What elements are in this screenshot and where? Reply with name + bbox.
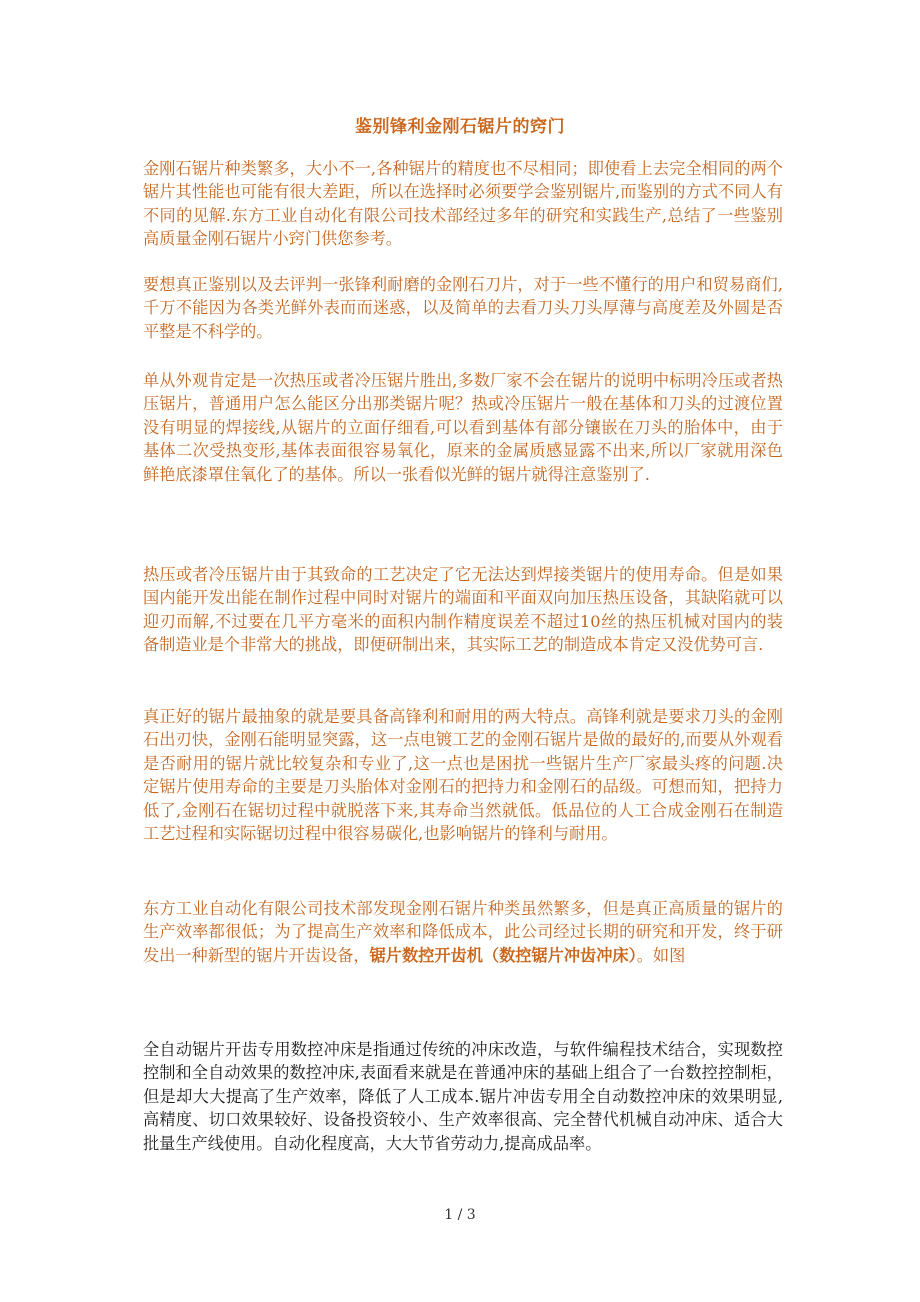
paragraph-sharpness-durability: 真正好的锯片最抽象的就是要具备高锋利和耐用的两大特点。高锋利就是要求刀头的金刚石出刃快，金刚石能明显突露，这一点电镀工艺的金刚石锯片是做的最好的,而要从外观看是否耐用的锯片就比较复杂和专业了,这一点也是困扰一些锯片生产厂家最头疼的问题.决定锯片使用寿命的主要是刀头胎体对金刚石的把持力和金刚石的品级。可想而知，把持力低了,金刚石在锯切过程中就脱落下来,其寿命当然就低。低品位的人工合成金刚石在制造工艺过程和实际锯切过程中很容易碳化,也影响锯片的锋利与耐用。 [143, 707, 783, 844]
paragraph-company-device-tail: 。如图 [636, 945, 686, 965]
paragraph-hot-cold-press: 热压或者冷压锯片由于其致命的工艺决定了它无法达到焊接类锯片的使用寿命。但是如果国内能开发出能在制作过程中同时对锯片的端面和平面双向加压热压设备，其缺陷就可以迎刃而解,不过要在几平方毫米的面积内制作精度误差不超过10丝的热压机械对国内的装备制造业是个非常大的挑战，即便研制出来，其实际工艺的制造成本肯定又没优势可言. [143, 565, 783, 655]
paragraph-judging: 要想真正鉴别以及去评判一张锋利耐磨的金刚石刀片，对于一些不懂行的用户和贸易商们,千万不能因为各类光鲜外表而而迷惑，以及简单的去看刀头刀头厚薄与高度差及外圆是否平整是不科学的。 [143, 275, 783, 341]
paragraph-intro: 金刚石锯片种类繁多，大小不一,各种锯片的精度也不尽相同；即使看上去完全相同的两个锯片其性能也可能有很大差距，所以在选择时必须要学会鉴别锯片,而鉴别的方式不同人有不同的见解.东方工业自动化有限公司技术部经过多年的研究和实践生产,总结了一些鉴别高质量金刚石锯片小窍门供您参考。 [143, 159, 783, 249]
paragraph-cnc-punch: 全自动锯片开齿专用数控冲床是指通过传统的冲床改造，与软件编程技术结合，实现数控控制和全自动效果的数控冲床,表面看来就是在普通冲床的基础上组合了一台数控控制柜，但是却大大提高了生产效率，降低了人工成本.锯片冲齿专用全自动数控冲床的效果明显,高精度、切口效果较好、设备投资较小、生产效率很高、完全替代机械自动冲床、适合大批量生产线使用。自动化程度高，大大节省劳动力,提高成品率。 [143, 1040, 783, 1153]
document-title: 鉴别锋利金刚石锯片的窍门 [355, 117, 565, 137]
page-indicator: 1 / 3 [444, 1207, 476, 1223]
paragraph-appearance: 单从外观肯定是一次热压或者冷压锯片胜出,多数厂家不会在锯片的说明中标明冷压或者热压锯片，普通用户怎么能区分出那类锯片呢？热或冷压锯片一般在基体和刀头的过渡位置没有明显的焊接线,从锯片的立面仔细看,可以看到基体有部分镶嵌在刀头的胎体中，由于基体二次受热变形,基体表面很容易氧化，原来的金属质感显露不出来,所以厂家就用深色鲜艳底漆罩住氧化了的基体。所以一张看似光鲜的锯片就得注意鉴别了. [143, 371, 783, 484]
paragraph-company-device-text: 东方工业自动化有限公司技术部发现金刚石锯片种类虽然繁多，但是真正高质量的锯片的生产效率都很低；为了提高生产效率和降低成本，此公司经过长期的研究和开发，终于研发出一种新型的锯片开齿设备， [143, 899, 783, 965]
highlighted-product-name: 锯片数控开齿机（数控锯片冲齿冲床） [369, 945, 637, 965]
paragraph-company-device [143, 897, 783, 967]
